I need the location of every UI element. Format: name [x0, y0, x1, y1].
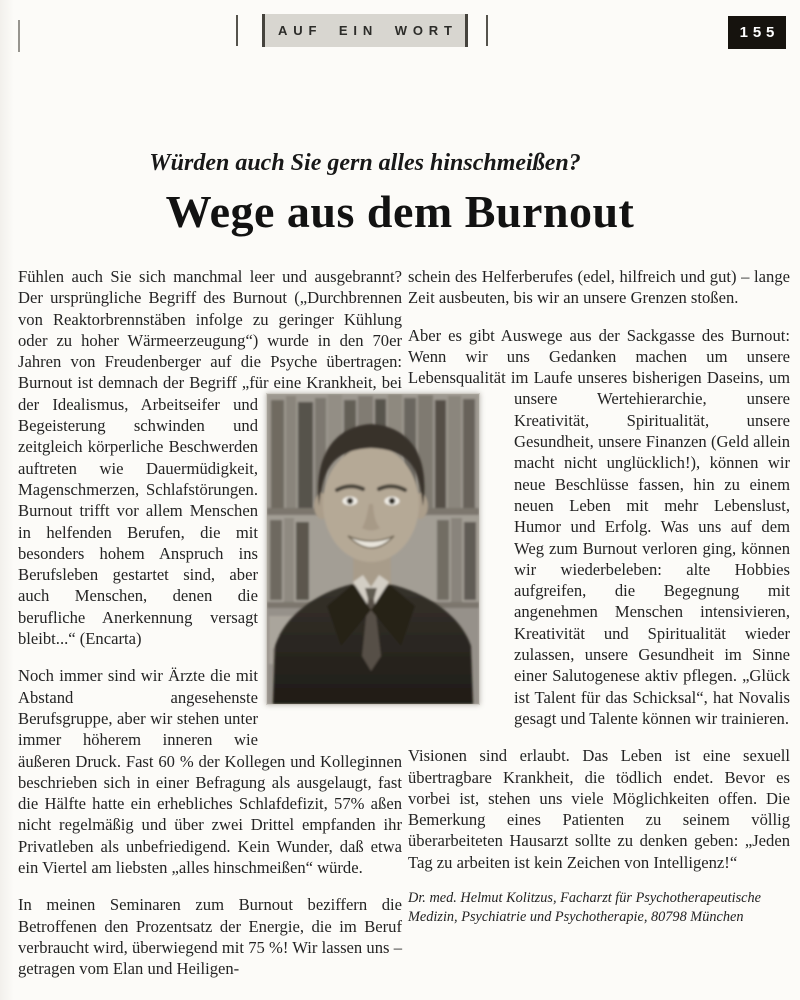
crop-mark — [18, 20, 20, 52]
paragraph: Aber es gibt Auswege aus der Sackgasse des Burnout: Wenn wir uns Gedanken machen um unsere Lebensqualität im Laufe unseres bisherigen Daseins, um unsere Wertehierarchie, unsere Kreativität, Spiritualität, unsere Gesundheit, unsere Finanzen (Geld allein macht nicht unglücklich!), können wir neue Beschlüsse fassen, hin zu einem neuen Leben mit mehr Lebenslust, Humor und Erfolg. Was uns auf dem Weg zum Burnout verloren ging, können wir wiederbeleben: alte Hobbies aufgreifen, die Begegnung mit angenehmen Menschen intensivieren, Kreativität und Spiritualität wieder zulassen, unsere Gesundheit im Sinne einer Salutogenese aktiv pflegen. „Glück ist Talent für das Schicksal“, hat Novalis gesagt und Talente können wir trainieren. — [408, 325, 790, 728]
article-title: Wege aus dem Burnout — [165, 186, 635, 237]
header-rule-left — [236, 15, 238, 46]
paragraph: schein des Helferberufes (edel, hilfreich und gut) – lange Zeit ausbeuten, bis wir an unsere Grenzen stoßen. — [408, 267, 790, 308]
author-byline: Dr. med. Helmut Kolitzus, Facharzt für Psychotherapeutische Medizin, Psychiatrie und Psychotherapie, 80798 München — [408, 890, 762, 925]
article-subtitle: Würden auch Sie gern alles hinschmeißen? — [149, 150, 581, 176]
paragraph: Visionen sind erlaubt. Das Leben ist eine sexuell übertragbare Krankheit, die tödlich endet. Bevor es vorbei ist, stehen uns viele Möglichkeiten offen. Die Bemerkung eines Patienten zu seinem völlig überarbeiteten Hausarzt sollte zu denken geben: „Jeden Tag zu arbeiten ist kein Zeichen von Intelligenz!“ — [408, 746, 790, 872]
section-header-box — [262, 14, 468, 47]
paragraph: In meinen Seminaren zum Burnout beziffern die Betroffenen den Prozentsatz der Energie, die im Beruf verbraucht wird, überwiegend mit 75 %! Wir lassen uns – getragen vom Elan und Heiligen- — [18, 895, 402, 979]
page-number: 155 — [739, 24, 780, 41]
portrait-photo-illustration — [267, 394, 479, 704]
header-rule-right — [486, 15, 488, 46]
paragraph: Noch immer sind wir Ärzte die mit Abstand angesehenste Berufsgruppe, aber wir stehen unter immer höherem inneren wie äußeren Druck. Fast 60 % der Kollegen und Kolleginnen beschrieben sich in einer Befragung als ausgelaugt, fast die Hälfte hatte ein erhebliches Schlafdefizit, 57% aßen nicht regelmäßig und über zwei Drittel empfanden ihr Privatleben als unbefriedigend. Kein Wunder, daß etwa ein Viertel am liebsten „alles hinschmeißen“ würde. — [18, 666, 402, 878]
section-header-label: AUF EIN WORT — [278, 23, 458, 38]
paragraph: Fühlen auch Sie sich manchmal leer und ausgebrannt? Der ursprüngliche Begriff des Burnout („Durchbrennen von Reaktorbrennstäben infolge zu geringer Kühlung oder zu hoher Wärmeerzeugung“) wurde in den 70er Jahren von Freudenberger auf die Psyche übertragen: Burnout ist demnach der Begriff „für eine Krankheit, bei der Idealismus, Arbeitseifer und Begeisterung schwinden und zeitgleich körperliche Beschwerden auftreten wie Dauermüdigkeit, Magenschmerzen, Schlafstörungen. Burnout trifft vor allem Menschen in helfenden Berufen, die mit besonders hohem Anspruch ins Berufsleben gestartet sind, aber auch Menschen, denen die berufliche Anerkennung versagt bleibt...“ (Encarta) — [18, 267, 402, 649]
portrait-photo — [266, 393, 480, 705]
page-number-box — [728, 16, 786, 49]
